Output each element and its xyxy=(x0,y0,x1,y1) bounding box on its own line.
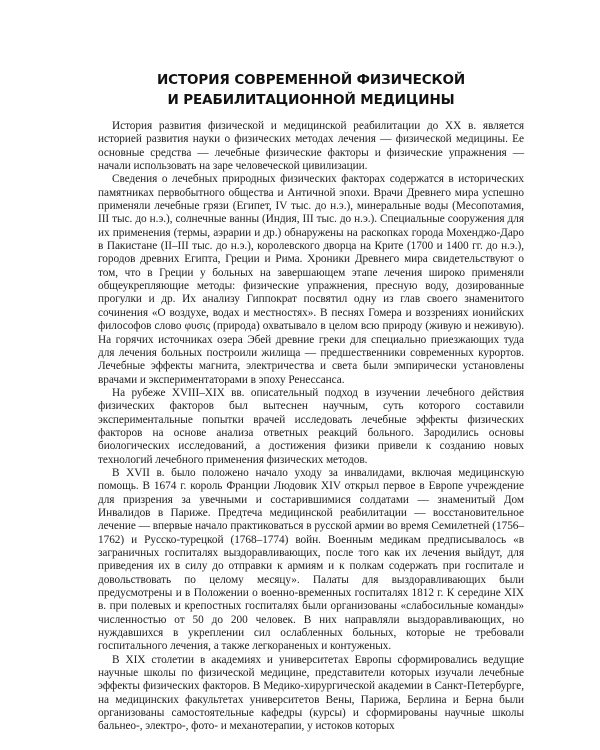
paragraph-5: В XIX столетии в академиях и университетах Европы сформировались ведущие научные школы по физической медицине, представители которых изучали лечебные эффекты физических факторов. В Медико-хирургической академии в Санкт-Петербурге, на медицинских факультетах университетов Вены, Парижа, Берлина и Берна были организованы самостоятельные кафедры (курсы) и сформированы научные школы бальнео-, электро-, фото- и механотерапии, у истоков которых xyxy=(98,653,524,733)
chapter-body xyxy=(98,120,524,734)
paragraph-2: Сведения о лечебных природных физических факторах содержатся в исторических памятниках первобытного общества и Античной эпохи. Врачи Древнего мира успешно применяли лечебные грязи (Египет, IV тыс. до н.э.), минеральные воды (Месопотамия, III тыс. до н.э.), солнечные ванны (Индия, III тыс. до н.э.). Специальные сооружения для их применения (термы, аэрарии и др.) обнаружены на раскопках города Мохенджо-Даро в Пакистане (II–III тыс. до н.э.), королевского дворца на Крите (1700 и 1400 гг. до н.э.), городов древних Египта, Греции и Рима. Хроники Древнего мира свидетельствуют о том, что в Греции у больных на завершающем этапе лечения широко применяли общеукрепляющие методы: физические упражнения, пресную воду, дозированные прогулки и др. Их анализу Гиппократ посвятил одну из глав своего знаменитого сочинения «О воздухе, водах и местностях». В песнях Гомера и воззрениях ионийских философов слово φυσις (природа) охватывало в целом всю природу (живую и неживую). На горячих источниках озера Эбей древние греки для специально приезжающих туда для лечения больных построили жилища — предшественники современных курортов. Лечебные эффекты магнита, электричества и света были эмпирически установлены врачами и экспериментаторами в эпоху Ренессанса. xyxy=(98,173,524,386)
chapter-title-line-1: ИСТОРИЯ СОВРЕМЕННОЙ ФИЗИЧЕСКОЙ xyxy=(156,72,466,88)
chapter-title-line-2: И РЕАБИЛИТАЦИОННОЙ МЕДИЦИНЫ xyxy=(167,92,455,108)
paragraph-3: На рубеже XVIII–XIX вв. описательный подход в изучении лечебного действия физических факторов был вытеснен научным, суть которого составили экспериментальные попытки врачей исследовать лечебные эффекты физических факторов на основе анализа ответных реакций больного. Зародились основы биологических исследований, а достижения физики привели к созданию новых технологий лечебного применения физических методов. xyxy=(98,386,524,466)
book-page xyxy=(98,70,524,734)
paragraph-4: В XVII в. было положено начало уходу за инвалидами, включая медицинскую помощь. В 1674 г. король Франции Людовик XIV открыл первое в Европе учреждение для призрения за увечными и состарившимися солдатами — знаменитый Дом Инвалидов в Париже. Предтеча медицинской реабилитации — восстановительное лечение — впервые начало практиковаться в русской армии во время Семилетней (1756–1762) и Русско-турецкой (1768–1774) войн. Военным медикам предписывалось «в заграничных госпиталях выздоравливающих, после того как их лечения выйдут, для приведения их в силу до отправки к армиям и к полкам содержать при госпитале и довольствовать по целому месяцу». Палаты для выздоравливающих были предусмотрены и в Положении о военно-временных госпиталях 1812 г. К середине XIX в. при полевых и крепостных госпиталях были организованы «слабосильные команды» численностью от 50 до 200 человек. В них направляли выздоравливающих, но нуждавшихся в укреплении сил ослабленных больных, которые не требовали госпитального лечения, а также легкораненых и контуженых. xyxy=(98,466,524,653)
paragraph-1: История развития физической и медицинской реабилитации до XX в. является историей развития науки о физических методах лечения — физической медицины. Ее основные средства — лечебные физические факторы и физические упражнения — начали использовать на заре человеческой цивилизации. xyxy=(98,120,524,173)
chapter-title xyxy=(98,70,524,110)
